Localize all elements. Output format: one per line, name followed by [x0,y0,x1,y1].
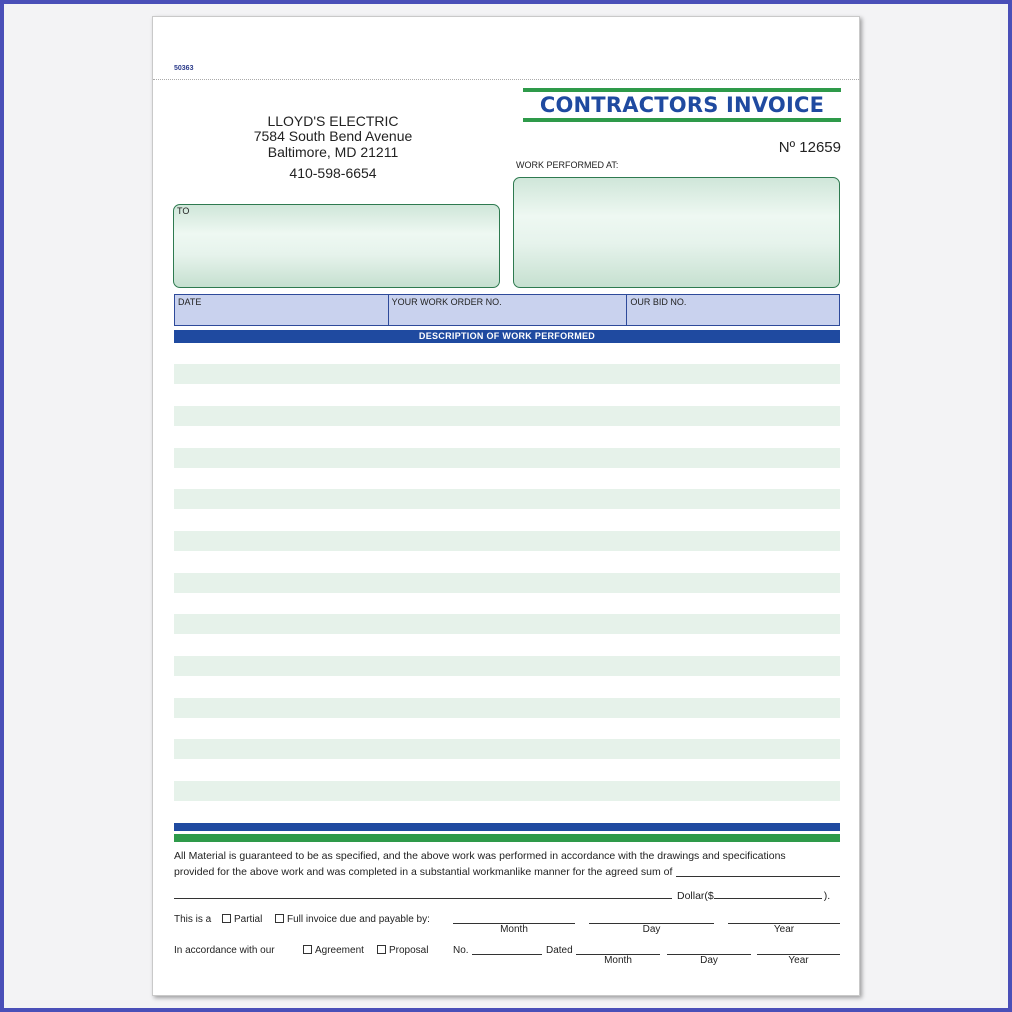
work-performed-at-label: WORK PERFORMED AT: [516,160,619,170]
proposal-option[interactable] [372,945,428,956]
to-label: TO [177,206,190,216]
perforation-line [153,79,859,80]
description-line[interactable] [174,739,840,759]
title-bottom-green-bar [523,118,841,122]
order-info-row [174,294,840,326]
date-field[interactable] [175,295,389,325]
dated-year-caption: Year [788,955,809,966]
to-address-field[interactable] [173,204,500,288]
due-month-caption: Month [500,924,528,935]
partial-option[interactable] [217,914,262,925]
terms-text [174,848,840,880]
dollar-amount-line[interactable] [714,898,822,899]
footer-blue-bar [174,823,840,831]
description-line[interactable] [174,364,840,384]
agreement-option[interactable] [298,945,364,956]
description-header: DESCRIPTION OF WORK PERFORMED [174,330,840,343]
dollar-row [174,890,840,902]
description-line[interactable] [174,489,840,509]
description-line[interactable] [174,656,840,676]
terms-line-2-row [174,864,840,880]
accordance-label: In accordance with our [174,945,275,956]
partial-checkbox[interactable] [222,914,231,923]
company-name: LLOYD'S ELECTRIC [267,113,399,129]
full-invoice-checkbox[interactable] [275,914,284,923]
description-line[interactable] [174,698,840,718]
invoice-sheet [152,16,860,996]
date-label: DATE [178,297,202,307]
company-phone: 410-598-6654 [289,165,377,181]
work-order-label: YOUR WORK ORDER NO. [391,297,502,307]
dollar-end: ). [823,890,831,902]
dated-month-caption: Month [604,955,632,966]
form-number: 50363 [174,65,194,72]
agreed-sum-words-line[interactable] [174,898,672,899]
proposal-label: Proposal [389,945,429,956]
work-order-field[interactable] [389,295,628,325]
full-invoice-label: Full invoice due and payable by: [287,914,430,925]
invoice-title-block [523,88,841,122]
bid-number-field[interactable] [627,295,839,325]
dated-label: Dated [546,945,573,956]
dollar-label: Dollar($ [677,890,714,902]
description-line[interactable] [174,406,840,426]
due-day-caption: Day [642,924,661,935]
footer-green-bar [174,834,840,842]
description-line[interactable] [174,448,840,468]
terms-line-2: provided for the above work and was completed in a substantial workmanlike manner for the agreed sum of [174,866,673,878]
agreed-sum-line[interactable] [676,876,840,877]
agreement-number-line[interactable] [472,954,542,955]
agreement-label: Agreement [315,945,364,956]
company-address-line1: 7584 South Bend Avenue [253,128,413,144]
description-line[interactable] [174,781,840,801]
this-is-a-label: This is a [174,914,212,925]
full-invoice-option[interactable] [270,914,430,925]
partial-label: Partial [234,914,263,925]
due-year-caption: Year [773,924,795,935]
agreement-checkbox[interactable] [303,945,312,954]
work-performed-at-field[interactable] [513,177,840,288]
description-line[interactable] [174,531,840,551]
invoice-number: Nº 12659 [778,139,841,156]
bid-number-label: OUR BID NO. [630,297,687,307]
number-label: No. [453,945,469,956]
terms-line-1: All Material is guaranteed to be as specified, and the above work was performed in accordance with the drawings and specifications [174,850,786,862]
invoice-title: CONTRACTORS INVOICE [539,93,825,117]
dated-day-caption: Day [700,955,718,966]
company-address-line2: Baltimore, MD 21211 [267,144,399,160]
description-line[interactable] [174,573,840,593]
proposal-checkbox[interactable] [377,945,386,954]
description-line[interactable] [174,614,840,634]
